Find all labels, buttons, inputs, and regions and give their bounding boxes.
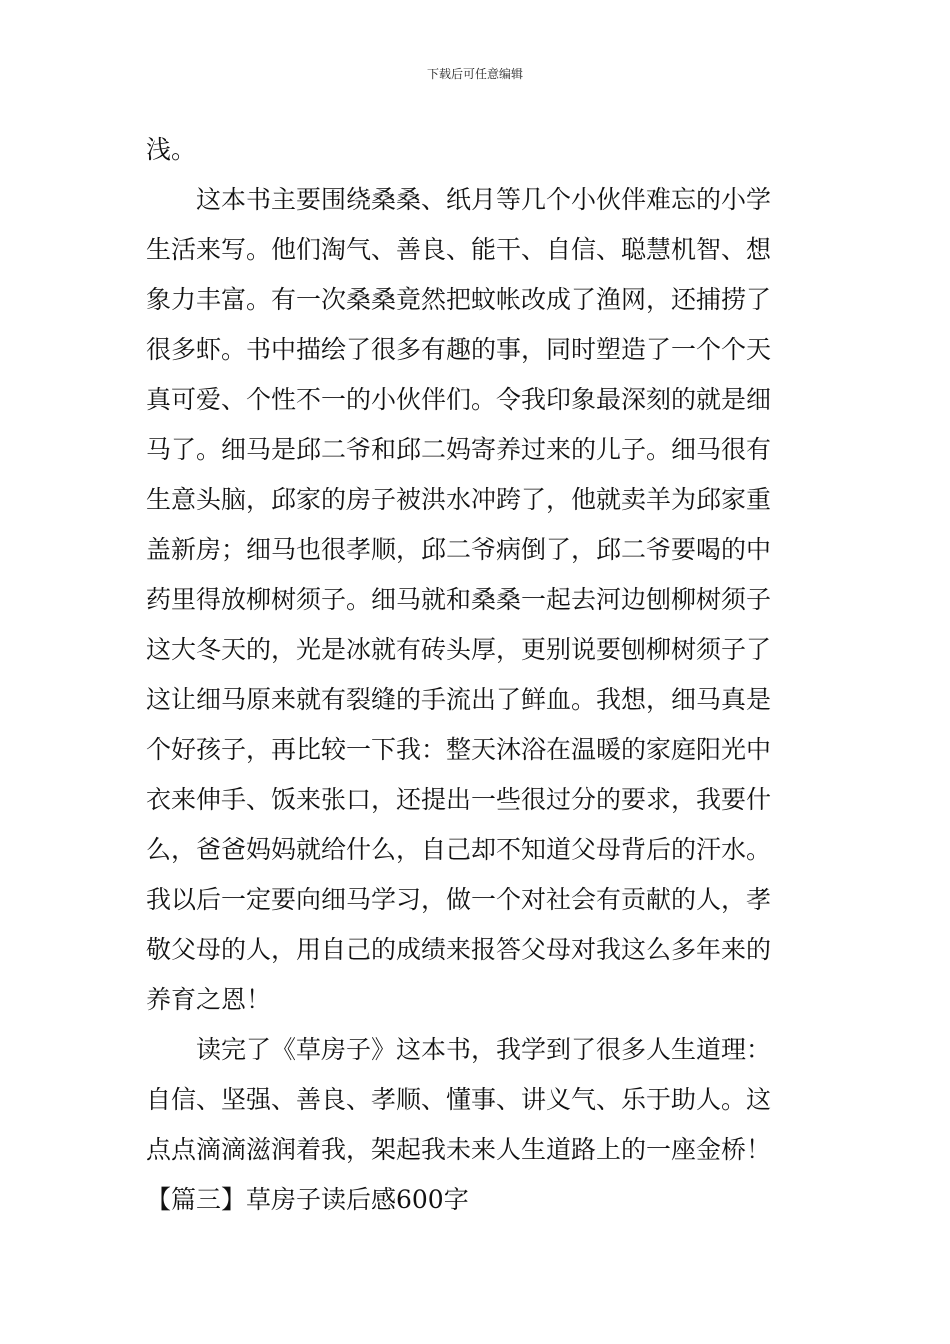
text-line: 生意头脑，邱家的房子被洪水冲跨了，他就卖羊为邱家重	[146, 485, 772, 514]
text-line: 养育之恩！	[146, 985, 272, 1014]
text-line: 么，爸爸妈妈就给什么，自己却不知道父母背后的汗水。	[146, 835, 772, 864]
section-heading: 【篇三】草房子读后感600字	[146, 1185, 469, 1214]
text-line: 象力丰富。有一次桑桑竟然把蚊帐改成了渔网，还捕捞了	[146, 285, 772, 314]
text-line: 个好孩子，再比较一下我：整天沐浴在温暖的家庭阳光中	[146, 735, 772, 764]
text-line: 自信、坚强、善良、孝顺、懂事、讲义气、乐于助人。这	[146, 1085, 772, 1114]
text-line: 药里得放柳树须子。细马就和桑桑一起去河边刨柳树须子	[146, 585, 772, 614]
text-line: 真可爱、个性不一的小伙伴们。令我印象最深刻的就是细	[146, 385, 772, 414]
text-line: 点点滴滴滋润着我，架起我未来人生道路上的一座金桥！	[146, 1135, 772, 1164]
text-line: 马了。细马是邱二爷和邱二妈寄养过来的儿子。细马很有	[146, 435, 772, 464]
text-line: 我以后一定要向细马学习，做一个对社会有贡献的人，孝	[146, 885, 772, 914]
page-header: 下载后可任意编辑	[426, 67, 523, 81]
text-line: 这让细马原来就有裂缝的手流出了鲜血。我想，细马真是	[146, 685, 772, 714]
text-line: 衣来伸手、饭来张口，还提出一些很过分的要求，我要什	[146, 785, 772, 814]
text-line: 盖新房；细马也很孝顺，邱二爷病倒了，邱二爷要喝的中	[146, 535, 772, 564]
text-line: 很多虾。书中描绘了很多有趣的事，同时塑造了一个个天	[146, 335, 772, 364]
text-line: 读完了《草房子》这本书，我学到了很多人生道理：	[196, 1035, 772, 1064]
text-line: 这大冬天的，光是冰就有砖头厚，更别说要刨柳树须子了	[146, 635, 772, 664]
text-line: 浅。	[146, 135, 197, 164]
text-line: 敬父母的人，用自己的成绩来报答父母对我这么多年来的	[146, 935, 772, 964]
text-line: 这本书主要围绕桑桑、纸月等几个小伙伴难忘的小学	[196, 185, 772, 214]
text-line: 生活来写。他们淘气、善良、能干、自信、聪慧机智、想	[146, 235, 772, 264]
